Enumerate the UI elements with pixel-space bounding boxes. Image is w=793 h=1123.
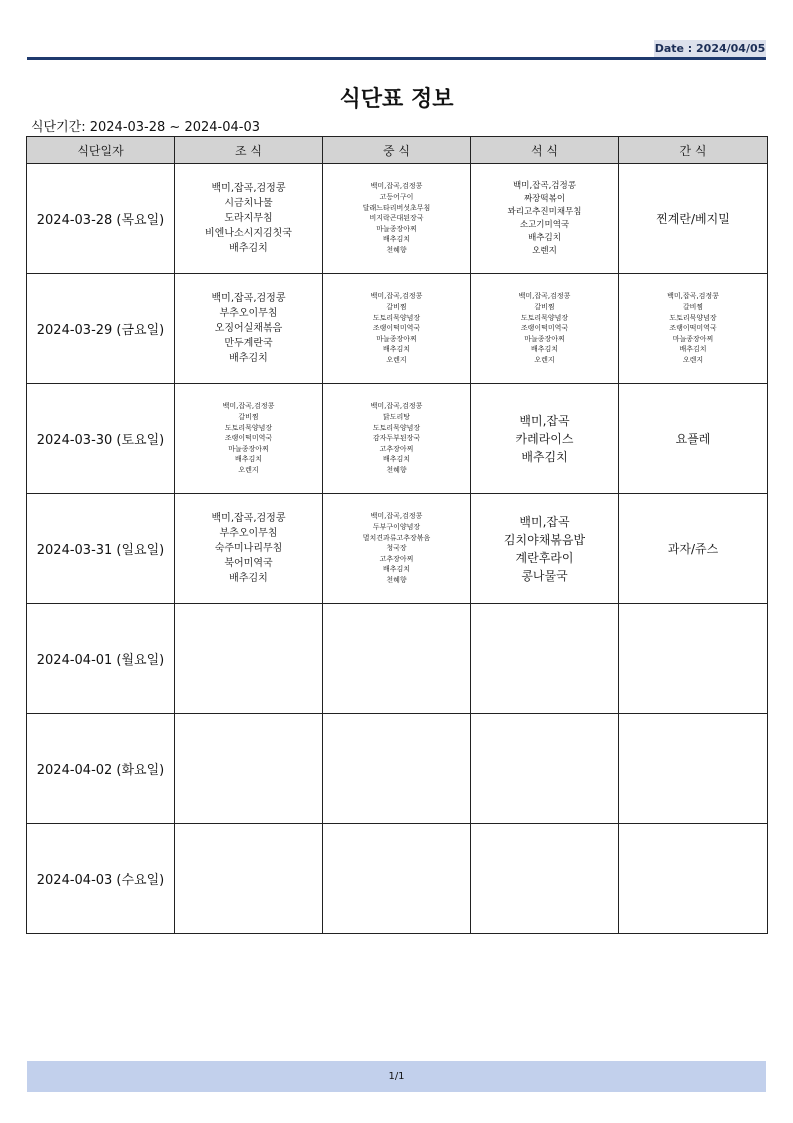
lunch-menu-cell xyxy=(323,274,471,384)
breakfast-menu-cell xyxy=(175,384,323,494)
breakfast-menu-cell xyxy=(175,274,323,384)
menu-item: 오렌지 xyxy=(532,245,557,256)
lunch-menu-cell xyxy=(323,384,471,494)
menu-item: 배추김치 xyxy=(530,345,559,354)
meal-date-cell: 2024-03-29 (금요일) xyxy=(27,274,175,384)
menu-item: 배추김치 xyxy=(679,345,707,354)
snack-menu-cell xyxy=(619,384,768,494)
menu-item: 콩나물국 xyxy=(521,568,568,583)
breakfast-menu-cell xyxy=(175,824,323,934)
menu-item: 배추김치 xyxy=(521,449,568,464)
meal-plan-table xyxy=(26,136,768,934)
menu-item: 고등어구이 xyxy=(379,193,414,202)
menu-item: 백미,잡곡,검정콩 xyxy=(211,183,286,194)
meal-date-cell: 2024-03-28 (목요일) xyxy=(27,164,175,274)
report-date-badge: Date : 2024/04/05 xyxy=(654,42,766,55)
menu-item: 배추김치 xyxy=(382,565,411,574)
menu-item: 오렌지 xyxy=(386,355,407,364)
menu-item: 배추김치 xyxy=(229,243,268,254)
meal-date-cell: 2024-04-02 (화요일) xyxy=(27,714,175,824)
menu-item: 배추김치 xyxy=(229,573,268,584)
menu-item: 계란후라이 xyxy=(515,550,574,565)
menu-item: 배추김치 xyxy=(229,353,268,364)
menu-item: 배추김치 xyxy=(382,345,411,354)
menu-item: 부추오이무침 xyxy=(219,308,278,319)
page-number: 1/1 xyxy=(388,1071,405,1082)
snack-menu-cell xyxy=(619,604,768,714)
column-header-breakfast: 조 식 xyxy=(175,137,323,164)
lunch-menu-cell xyxy=(323,494,471,604)
menu-item: 청국장 xyxy=(386,544,407,553)
menu-item: 백미,잡곡,검정콩 xyxy=(222,402,275,411)
menu-item: 과자/쥬스 xyxy=(667,541,719,556)
menu-item: 닭도리탕 xyxy=(382,413,411,422)
menu-item: 소고기미역국 xyxy=(519,219,570,230)
menu-item: 백미,잡곡,검정콩 xyxy=(370,512,423,521)
menu-item: 조랭이떡미역국 xyxy=(224,434,273,443)
menu-item: 배추김치 xyxy=(382,235,411,244)
menu-item: 배추김치 xyxy=(528,232,561,243)
menu-item: 백미,잡곡,검정콩 xyxy=(370,182,423,191)
menu-item: 북어미역국 xyxy=(224,558,273,569)
table-row xyxy=(27,494,768,604)
menu-item: 백미,잡곡 xyxy=(519,514,570,529)
menu-item: 요플레 xyxy=(675,431,711,446)
menu-item: 배추김치 xyxy=(234,455,263,464)
menu-item: 달래느타리버섯초무침 xyxy=(362,203,431,212)
menu-item: 감자두부된장국 xyxy=(372,434,421,443)
menu-item: 천혜향 xyxy=(386,245,407,254)
lunch-menu-cell xyxy=(323,824,471,934)
column-header-date: 식단일자 xyxy=(27,137,175,164)
lunch-menu-cell xyxy=(323,604,471,714)
menu-item: 백미,잡곡,검정콩 xyxy=(513,180,576,191)
menu-item: 고추장아찌 xyxy=(379,444,414,453)
menu-item: 꽈리고추진미채무침 xyxy=(507,206,582,217)
snack-menu-cell xyxy=(619,494,768,604)
meal-date-cell: 2024-04-03 (수요일) xyxy=(27,824,175,934)
table-body xyxy=(27,164,768,934)
menu-item: 천혜향 xyxy=(386,575,407,584)
dinner-menu-cell xyxy=(471,274,619,384)
menu-item: 천혜향 xyxy=(386,465,407,474)
menu-item: 마늘종장아찌 xyxy=(524,334,565,343)
breakfast-menu-cell xyxy=(175,604,323,714)
menu-item: 도토리묵양념장 xyxy=(224,423,273,432)
meal-date-cell: 2024-03-31 (일요일) xyxy=(27,494,175,604)
menu-item: 마늘종장아찌 xyxy=(376,334,417,343)
menu-item: 오렌지 xyxy=(682,355,704,364)
meal-date-cell: 2024-03-30 (토요일) xyxy=(27,384,175,494)
menu-item: 도토리묵양념장 xyxy=(669,313,717,322)
menu-item: 비엔나소시지김칫국 xyxy=(205,228,292,239)
menu-item: 갈비찜 xyxy=(238,413,259,422)
menu-item: 백미,잡곡,검정콩 xyxy=(370,402,423,411)
menu-item: 백미,잡곡 xyxy=(519,413,570,428)
menu-item: 오렌지 xyxy=(238,465,259,474)
meal-date-cell: 2024-04-01 (월요일) xyxy=(27,604,175,714)
menu-item: 오징어실채볶음 xyxy=(214,323,283,334)
snack-menu-cell xyxy=(619,274,768,384)
menu-item: 김치야채볶음밥 xyxy=(503,532,586,547)
dinner-menu-cell xyxy=(471,604,619,714)
menu-item: 갈비찜 xyxy=(534,303,555,312)
menu-item: 두부구이양념장 xyxy=(372,523,421,532)
menu-item: 도라지무침 xyxy=(224,213,273,224)
menu-item: 오렌지 xyxy=(534,355,555,364)
menu-item: 백미,잡곡,검정콩 xyxy=(518,292,571,301)
breakfast-menu-cell xyxy=(175,164,323,274)
table-row xyxy=(27,604,768,714)
column-header-snack: 간 식 xyxy=(619,137,768,164)
menu-item: 백미,잡곡,검정콩 xyxy=(211,513,286,524)
menu-item: 숙주미나리무침 xyxy=(214,543,283,554)
dinner-menu-cell xyxy=(471,384,619,494)
menu-item: 마늘종장아찌 xyxy=(376,224,417,233)
menu-item: 갈비찜 xyxy=(682,303,704,312)
menu-item: 멸치견과류고추장볶음 xyxy=(362,533,431,542)
breakfast-menu-cell xyxy=(175,714,323,824)
table-row xyxy=(27,384,768,494)
lunch-menu-cell xyxy=(323,714,471,824)
snack-menu-cell xyxy=(619,824,768,934)
dinner-menu-cell xyxy=(471,824,619,934)
menu-item: 조랭이떡미역국 xyxy=(520,324,569,333)
breakfast-menu-cell xyxy=(175,494,323,604)
table-row xyxy=(27,824,768,934)
menu-item: 조랭이떡미역국 xyxy=(372,324,421,333)
dinner-menu-cell xyxy=(471,494,619,604)
page-footer xyxy=(27,1061,766,1092)
menu-item: 갈비찜 xyxy=(386,303,407,312)
menu-item: 마늘종장아찌 xyxy=(228,444,269,453)
menu-item: 배추김치 xyxy=(382,455,411,464)
dinner-menu-cell xyxy=(471,714,619,824)
menu-item: 백미,잡곡,검정콩 xyxy=(370,292,423,301)
menu-item: 카레라이스 xyxy=(515,431,574,446)
menu-item: 부추오이무침 xyxy=(219,528,278,539)
lunch-menu-cell xyxy=(323,164,471,274)
menu-item: 백미,잡곡,검정콩 xyxy=(667,292,719,301)
menu-period: 식단기간: 2024-03-28 ~ 2024-04-03 xyxy=(31,120,261,135)
table-row xyxy=(27,164,768,274)
menu-item: 백미,잡곡,검정콩 xyxy=(211,293,286,304)
menu-item: 짜장떡볶이 xyxy=(523,193,566,204)
menu-item: 조랭이떡미역국 xyxy=(669,324,717,333)
menu-item: 찐계란/베지밀 xyxy=(656,211,730,226)
menu-item: 도토리묵양념장 xyxy=(372,423,421,432)
table-row xyxy=(27,274,768,384)
menu-item: 비지락곤대된장국 xyxy=(369,214,424,223)
dinner-menu-cell xyxy=(471,164,619,274)
menu-item: 시금치나물 xyxy=(224,198,273,209)
menu-item: 마늘종장아찌 xyxy=(672,334,714,343)
menu-item: 도토리묵양념장 xyxy=(372,313,421,322)
menu-item: 만두계란국 xyxy=(224,338,273,349)
table-header-row xyxy=(27,137,768,164)
header-divider xyxy=(27,57,766,60)
table-row xyxy=(27,714,768,824)
column-header-dinner: 석 식 xyxy=(471,137,619,164)
column-header-lunch: 중 식 xyxy=(323,137,471,164)
snack-menu-cell xyxy=(619,164,768,274)
page-title: 식단표 정보 xyxy=(339,87,454,112)
snack-menu-cell xyxy=(619,714,768,824)
menu-item: 도토리묵양념장 xyxy=(520,313,569,322)
menu-item: 고추장아찌 xyxy=(379,554,414,563)
